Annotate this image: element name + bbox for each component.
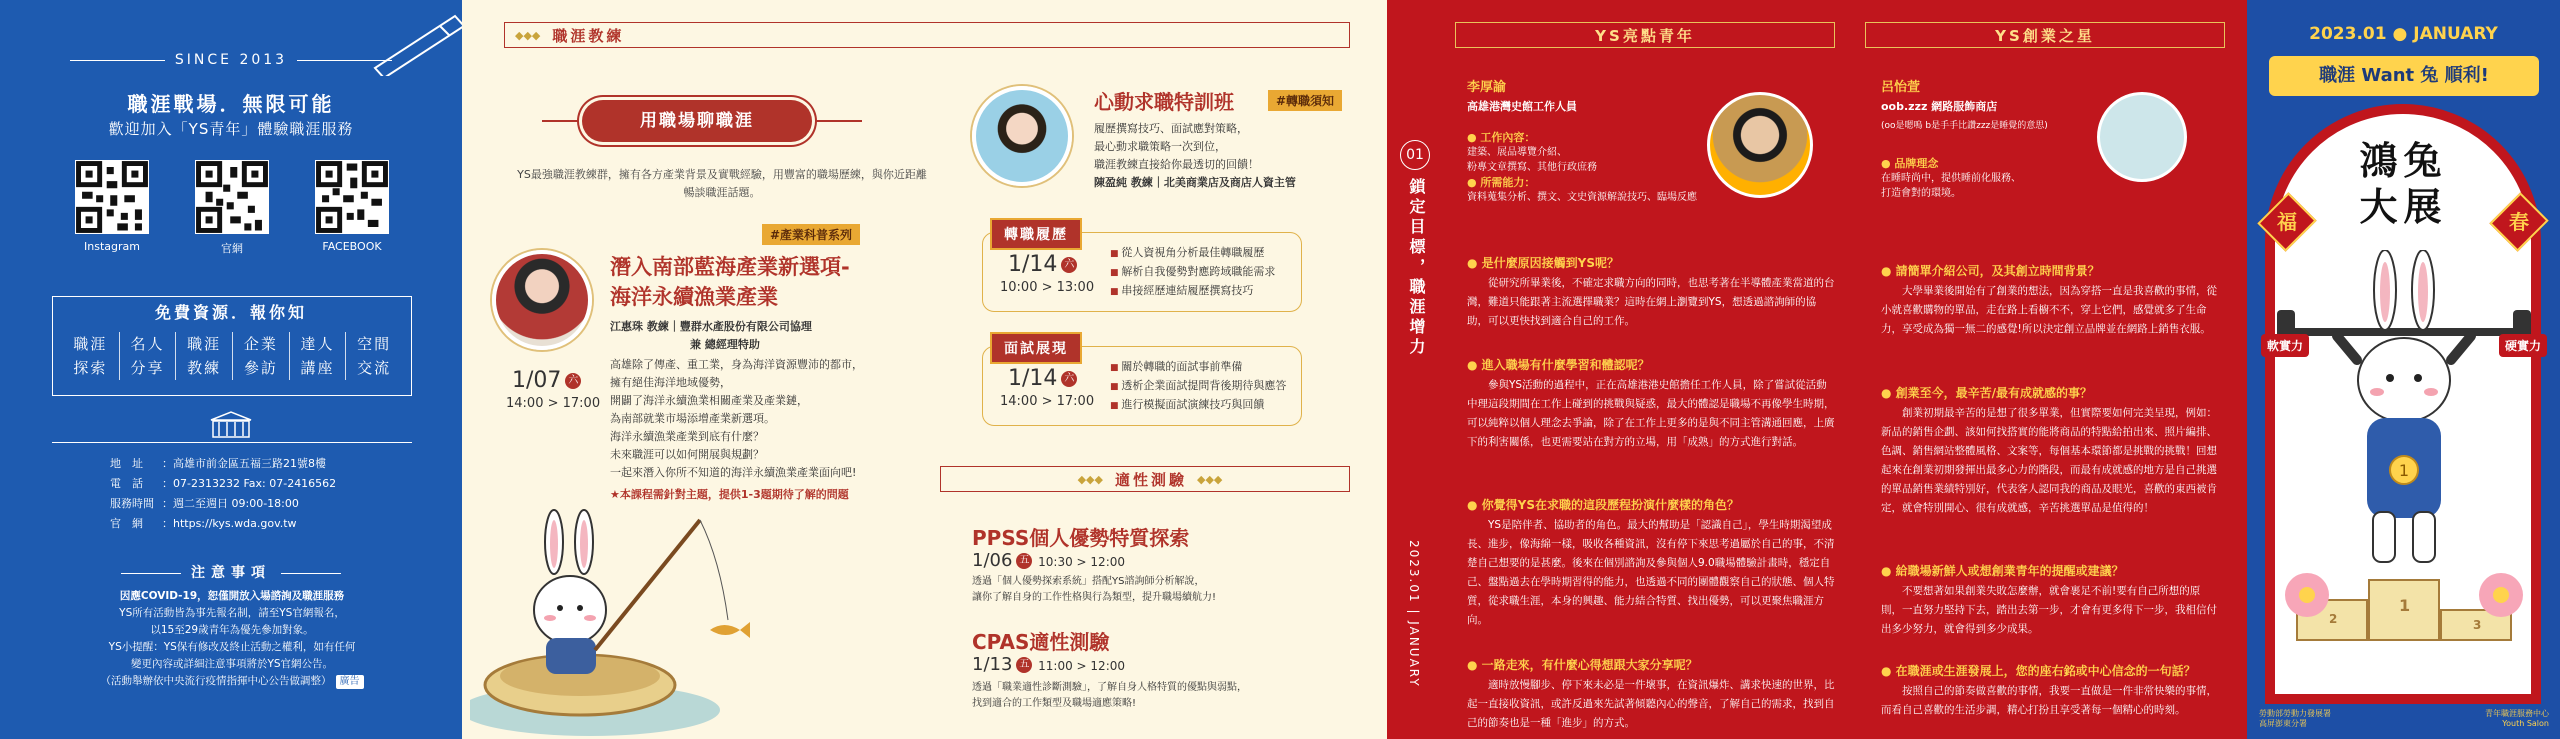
resource-item: 職涯 教練 xyxy=(175,332,232,380)
resource-item: 達人 講座 xyxy=(289,332,346,380)
ribbon-title: 用職場聊職涯 xyxy=(582,100,812,142)
answer: 不要想著如果創業失敗怎麼辦，就會裹足不前!要有自己所想的原則，一直努力堅持下去，踏出去第一步，才會有更多得下一步，我相信付出多少努力，就會得到多少成果。 xyxy=(1881,585,2217,635)
camp-title: 心動求職特訓班 xyxy=(1094,90,1234,114)
since-label: SINCE 2013 xyxy=(0,52,462,68)
question: ● 你覺得YS在求職的這段歷程扮演什麼樣的角色？ xyxy=(1467,498,1739,512)
qr-label: FACEBOOK xyxy=(322,240,382,253)
resources-title: 免費資源．報你知 xyxy=(154,303,307,322)
notice-text: 因應COVID-19，恕僅開放入場諮詢及職涯服務 YS所有活動皆為事先報名制，請至YS官網報名， 以15至29歲青年為優先參加對象。 YS小提醒：YS保有修改及終止活動之權利，如有任何 變更內容或詳細注意事項將於YS官網公告。 （活動舉辦依中央流行疫情指揮中心公告做調整） 廣告 xyxy=(52,588,412,690)
qr-code-icon xyxy=(195,160,269,234)
talk-time: 14:00 > 17:00 xyxy=(506,396,601,411)
cpas-title: CPAS適性測驗 xyxy=(972,630,1110,654)
talk-date: 1/07 六 xyxy=(512,368,581,393)
lantern-left: 福 xyxy=(2257,192,2316,251)
logo-right: 青年職涯服務中心 Youth Salon xyxy=(2485,709,2549,728)
poster-date: 2023.01 ● JANUARY xyxy=(2309,24,2498,44)
section-header-test: ◆◆◆ 適性測驗 ◆◆◆ xyxy=(940,466,1350,492)
resume-items: ■ 從人資視角分析最佳轉職履歷 ■ 解析自我優勢對應跨域職能需求 ■ 串接經歷連結履歷撰寫技巧 xyxy=(1110,244,1275,301)
qr-label: Instagram xyxy=(84,240,140,253)
chapter-number: 01 xyxy=(1400,140,1430,170)
website-link[interactable]: https://kys.wda.gov.tw xyxy=(173,517,297,530)
coach-photo-2 xyxy=(972,86,1072,186)
pss-date: 1/06 五 10:30 > 12:00 xyxy=(972,550,1126,571)
youth-work: ● 工作內容： 建築、展品導覽介紹、 粉專文章撰寫、其他行政庶務 ● 所需能力： 資料蒐集分析、撰文、文史資源解說技巧、臨場反應 xyxy=(1467,131,1697,203)
resource-item: 職涯 探索 xyxy=(73,335,108,377)
resource-item: 企業 參訪 xyxy=(232,332,289,380)
resources-grid xyxy=(62,332,402,380)
lantern-right: 春 xyxy=(2489,192,2548,251)
resume-time: 10:00 > 13:00 xyxy=(1000,280,1095,295)
section-header-coach: ◆◆◆ 職涯教練 xyxy=(504,22,1350,48)
section-header-startup: YS創業之星 xyxy=(1865,22,2225,48)
question: ● 是什麼原因接觸到YS呢？ xyxy=(1467,256,1619,270)
panel-coaching xyxy=(462,0,1387,739)
poster-banner: 職涯 Want 兔 順利! xyxy=(2269,56,2539,96)
youth-name: 李厚諭 xyxy=(1467,80,1507,95)
poster-title: 鴻兔 大展 xyxy=(2359,139,2448,229)
youth-role: 高雄港灣史館工作人員 xyxy=(1467,100,1577,113)
question: ● 一路走來，有什麼心得想跟大家分享呢？ xyxy=(1467,658,1698,672)
pss-description: 透過「個人優勢探索系統」搭配YS諮詢師分析解說， 讓你了解自身的工作性格與行為類型，提升職場續航力! xyxy=(972,576,1217,603)
qr-facebook[interactable] xyxy=(312,160,392,256)
coach-photo xyxy=(492,250,592,350)
answer: 從研究所畢業後，不確定求職方向的同時，也思考著在半導體產業當道的台灣，難道只能跟著主流選擇職業？這時在網上瀏覽到YS，想透過諮詢師的協助，可以更快找到適合自己的工作。 xyxy=(1467,277,1835,327)
tag-job: #轉職須知 xyxy=(1268,90,1342,111)
answer: 大學畢業後開始有了創業的想法，因為穿搭一直是我喜歡的事情，從小就喜歡購物的單品，走在路上看櫥不不，穿上它們，感覺就多了生命力，享受成為獨一無二的感覺!所以決定創立品牌並在網路上銷售衣服。 xyxy=(1881,285,2217,335)
qr-label: 官網 xyxy=(221,242,243,255)
talk-title: 潛入南部藍海產業新選項- 海洋永續漁業產業 xyxy=(610,255,850,309)
resume-date: 1/14 六 xyxy=(1008,252,1077,277)
box-tag-interview: 面試展現 xyxy=(990,332,1082,364)
question: ● 在職涯或生涯發展上，您的座右銘或中心信念的一句話？ xyxy=(1881,664,2196,678)
startup-brand: ● 品牌理念 在睡時尚中，提供睡前化服務、 打造會對的環境。 xyxy=(1881,157,2021,199)
resource-item: 空間 交流 xyxy=(345,332,402,380)
answer: 適時放慢腳步、停下來未必是一件壞事，在資訊爆炸、講求快速的世界，比起一直接收資訊，或許反過來先試著傾聽內心的聲音，了解自己的需求，找到自己的節奏也是一種「進步」的方式。 xyxy=(1467,679,1835,729)
box-tag-resume: 轉職履歷 xyxy=(990,218,1082,250)
section-header-youth: YS亮點青年 xyxy=(1455,22,1835,48)
soft-skill-label: 軟實力 xyxy=(2261,334,2309,357)
panel-poster xyxy=(2247,0,2560,739)
vertical-date: 2023.01 | JANUARY xyxy=(1407,540,1421,688)
slogan: 職涯戰場．無限可能 xyxy=(127,92,335,116)
coach-intro: YS最強職涯教練群，擁有各方產業背景及實戰經驗，用豐富的職場歷練，與你近距離暢談職涯話題。 xyxy=(517,168,927,199)
panel-contact xyxy=(0,0,462,739)
answer: 創業初期最辛苦的是想了很多單業，但實際要如何完美呈現，例如：新品的銷售企劃、該如何找搭實的能將商品的特點給拍出來、照片編排、色調、銷售網站整體風格、文案等，每個基本環節都是挑戰的挑戰！回想起來在創業初期發揮出最多心力的階段，而最有成就感的地方是自己挑選的單品銷售業績特別好，代表客人認同我的商品及眼光，喜歡的東西被肯定，就會特別開心、很有成就感，辛苦挑選單品是值得的！ xyxy=(1881,407,2217,514)
qr-codes xyxy=(72,160,392,256)
answer: 按照自己的節奏做喜歡的事情，我要一直做是一件非常快樂的事情，而看自己喜歡的生活步調，精心打扮且享受著每一個精心的時刻。 xyxy=(1881,685,2217,716)
welcome-text: 歡迎加入「YS青年」體驗職涯服務 xyxy=(108,120,354,138)
startup-role-note: (oo是嗯嗚 b是手手比讚zzz是睡覺的意思) xyxy=(1881,121,2048,131)
logo-left: 勞動部勞動力發展署 高屏澎東分署 xyxy=(2259,709,2331,728)
bunny-fishing-illustration xyxy=(470,480,770,739)
question: ● 創業至今，最辛苦/最有成就感的事？ xyxy=(1881,386,2093,400)
pss-title: PPSS個人優勢特質探索 xyxy=(972,526,1190,550)
notice-title: 注意事項 xyxy=(0,562,462,582)
tag-industry: #產業科普系列 xyxy=(762,224,860,245)
startup-name: 呂怡萱 xyxy=(1881,80,1921,95)
ad-badge: 廣告 xyxy=(336,675,364,689)
qr-website[interactable] xyxy=(192,160,272,256)
question: ● 請簡單介紹公司，及其創立時間背景？ xyxy=(1881,264,2100,278)
startup-logo xyxy=(2097,92,2187,182)
podium-2: 2 xyxy=(2329,612,2338,626)
footer-logos xyxy=(2259,709,2549,729)
speaker: 江惠珠 教練｜豐群水產股份有限公司協理 兼 總經理特助 xyxy=(610,320,812,351)
building-icon xyxy=(207,410,255,440)
cpas-date: 1/13 五 11:00 > 12:00 xyxy=(972,654,1126,675)
interview-items: ■ 關於轉職的面試事前準備 ■ 透析企業面試提問背後期待與應答 ■ 進行模擬面試演練技巧與回饋 xyxy=(1110,358,1286,415)
vertical-title: 鎖定目標，職涯增力 xyxy=(1407,178,1426,358)
interview-time: 14:00 > 17:00 xyxy=(1000,394,1095,409)
contact-info: 地 址 ：高雄市前金區五福三路21號8樓 電 話 ：07-2313232 Fax: 07-2416562 服務時間 ：週二至週日 09:00-18:00 官 網 ：https://kys.wda.gov.tw xyxy=(110,457,337,530)
interview-date: 1/14 六 xyxy=(1008,366,1077,391)
qr-code-icon xyxy=(75,160,149,234)
cpas-description: 透過「職業適性診斷測驗」，了解自身人格特質的優點與弱點， 找到適合的工作類型及職場適應策略! xyxy=(972,682,1247,709)
hard-skill-label: 硬實力 xyxy=(2499,334,2547,357)
panel-youth-stories xyxy=(1387,0,2247,739)
qr-code-icon xyxy=(315,160,389,234)
startup-role: oob.zzz 網路服飾商店 xyxy=(1881,100,1998,113)
qr-instagram[interactable] xyxy=(72,160,152,256)
talk-description: 高雄除了傳產、重工業，身為海洋資源豐沛的都市， 擁有絕佳海洋地域優勢， 開闢了海洋永續漁業相關產業及產業鏈， 為南部就業市場添增產業新選項。 海洋永續漁業產業到底有什麼？ 未來職涯可以如何開展與規劃？ 一起來潛入你所不知道的海洋永續漁業產業面向吧! xyxy=(610,358,863,479)
youth-photo xyxy=(1707,92,1813,198)
talk-note: ★本課程需針對主題，提供1-3題期待了解的問題 xyxy=(610,488,849,501)
answer: 參與YS活動的過程中，正在高雄港港史館擔任工作人員，除了嘗試從活動中理這段期間在工作上碰到的挑戰與疑惑，最大的體認是職場不再像學生時期，可以純粹以個人理念去爭論，除了在工作上更多的是與不同主管溝通回應，上廣下的利害關係，也更需要站在對方的立場，用「成熟」的方式進行對話。 xyxy=(1467,379,1835,448)
question: ● 進入職場有什麼學習和體認呢？ xyxy=(1467,358,1650,372)
camp-description: 履歷撰寫技巧、面試應對策略， 最心動求職策略一次到位， 職涯教練直接給你最透切的回饋！ 陳盈純 教練｜北美商業店及商店人資主管 xyxy=(1094,122,1296,189)
answer: YS是陪伴者、協助者的角色。最大的幫助是「認識自己」，學生時期渴望成長、進步，像海綿一樣，吸收各種資訊，沒有停下來思考過屬於自己的事，不清楚自己想要的是甚麼。後來在個別諮詢及參與個人9.0職場體驗計畫時，穩定自己、盤點過去在學時期習得的能力，也透過不同的團體觀察自己的狀態、個人特質，從求職生涯，本身的興趣、能力結合特質、找出優勢，可以更聚焦職涯方向。 xyxy=(1467,519,1835,626)
divider xyxy=(52,442,412,443)
svg-text:1: 1 xyxy=(2398,461,2410,480)
podium-1: 1 xyxy=(2399,596,2411,615)
question: ● 給職場新鮮人或想創業青年的提醒或建議？ xyxy=(1881,564,2124,578)
resource-item: 名人 分享 xyxy=(119,332,176,380)
podium-3: 3 xyxy=(2473,618,2482,632)
